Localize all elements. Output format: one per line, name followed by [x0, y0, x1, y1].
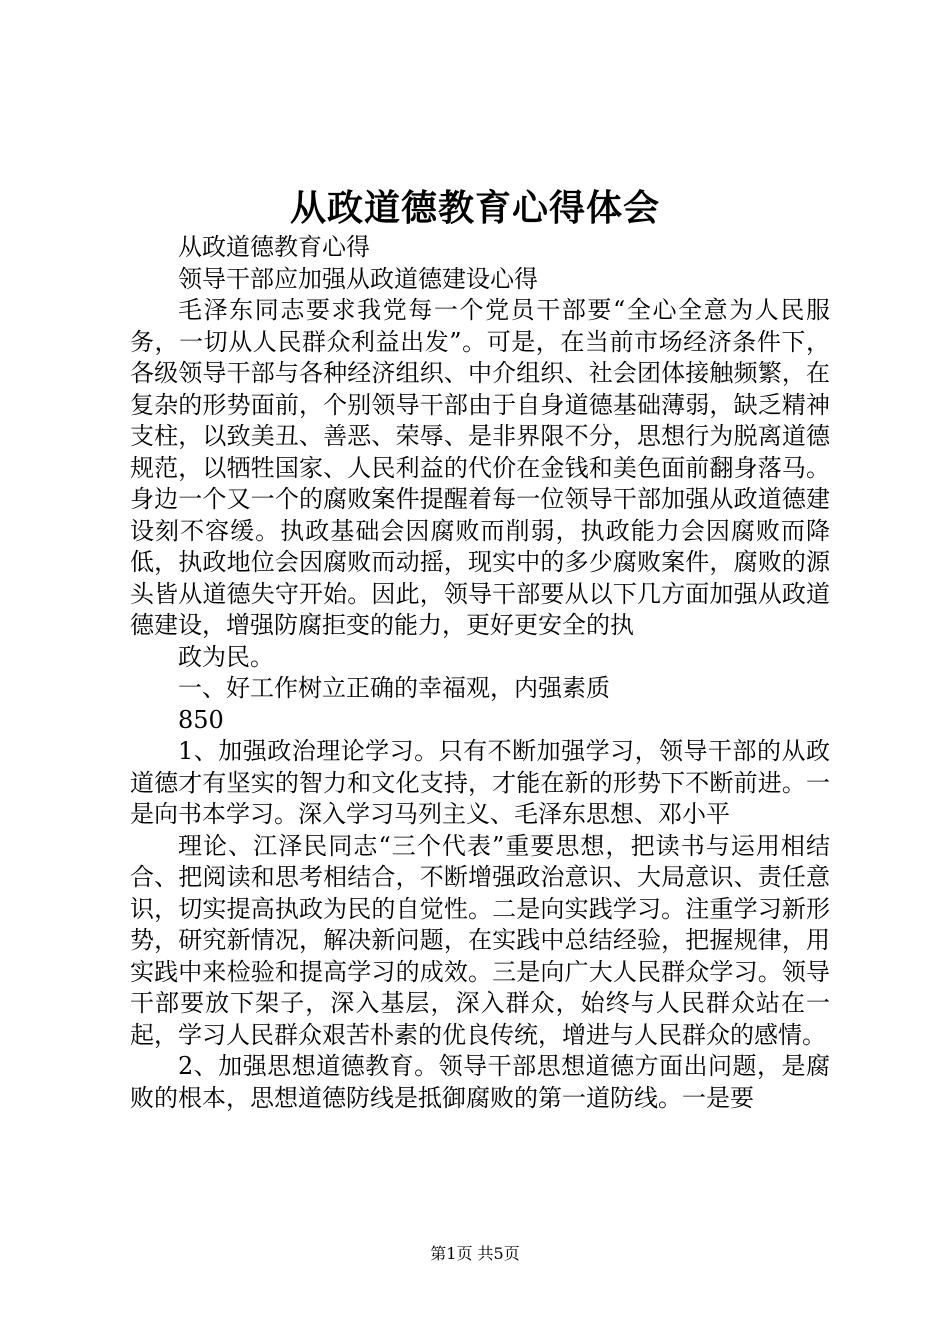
paragraph: 1、加强政治理论学习。只有不断加强学习，领导干部的从政道德才有坚实的智力和文化支持，才能在新的形势下不断前进。一是向书本学习。深入学习马列主义、毛泽东思想、邓小平	[130, 737, 830, 828]
document-body	[130, 232, 830, 1114]
page-footer: 第1页 共5页	[430, 1244, 520, 1263]
paragraph: 毛泽东同志要求我党每一个党员干部要“全心全意为人民服务，一切从人民群众利益出发”。可是，在当前市场经济条件下，各级领导干部与各种经济组织、中介组织、社会团体接触频繁，在复杂的形势面前，个别领导干部由于自身道德基础薄弱，缺乏精神支柱，以致美丑、善恶、荣辱、是非界限不分，思想行为脱离道德规范，以牺牲国家、人民利益的代价在金钱和美色面前翻身落马。身边一个又一个的腐败案件提醒着每一位领导干部加强从政道德建设刻不容缓。执政基础会因腐败而削弱，执政能力会因腐败而降低，执政地位会因腐败而动摇，现实中的多少腐败案件，腐败的源头皆从道德失守开始。因此，领导干部要从以下几方面加强从政道德建设，增强防腐拒变的能力，更好更安全的执	[130, 296, 830, 639]
paragraph: 2、加强思想道德教育。领导干部思想道德方面出问题，是腐败的根本，思想道德防线是抵御腐败的第一道防线。一是要	[130, 1052, 830, 1112]
paragraph: 理论、江泽民同志“三个代表”重要思想，把读书与运用相结合、把阅读和思考相结合，不断增强政治意识、大局意识、责任意识，切实提高执政为民的自觉性。二是向实践学习。注重学习新形势，研究新情况，解决新问题，在实践中总结经验，把握规律，用实践中来检验和提高学习的成效。三是向广大人民群众学习。领导干部要放下架子，深入基层，深入群众，始终与人民群众站在一起，学习人民群众艰苦朴素的优良传统，增进与人民群众的感情。	[130, 831, 830, 1049]
paragraph: 领导干部应加强从政道德建设心得	[178, 264, 538, 293]
paragraph: 从政道德教育心得	[178, 233, 370, 261]
paragraph: 850	[178, 705, 224, 734]
paragraph: 一、好工作树立正确的幸福观，内强素质	[178, 674, 610, 702]
document-title: 从政道德教育心得体会	[289, 187, 660, 229]
paragraph: 政为民。	[178, 642, 274, 671]
